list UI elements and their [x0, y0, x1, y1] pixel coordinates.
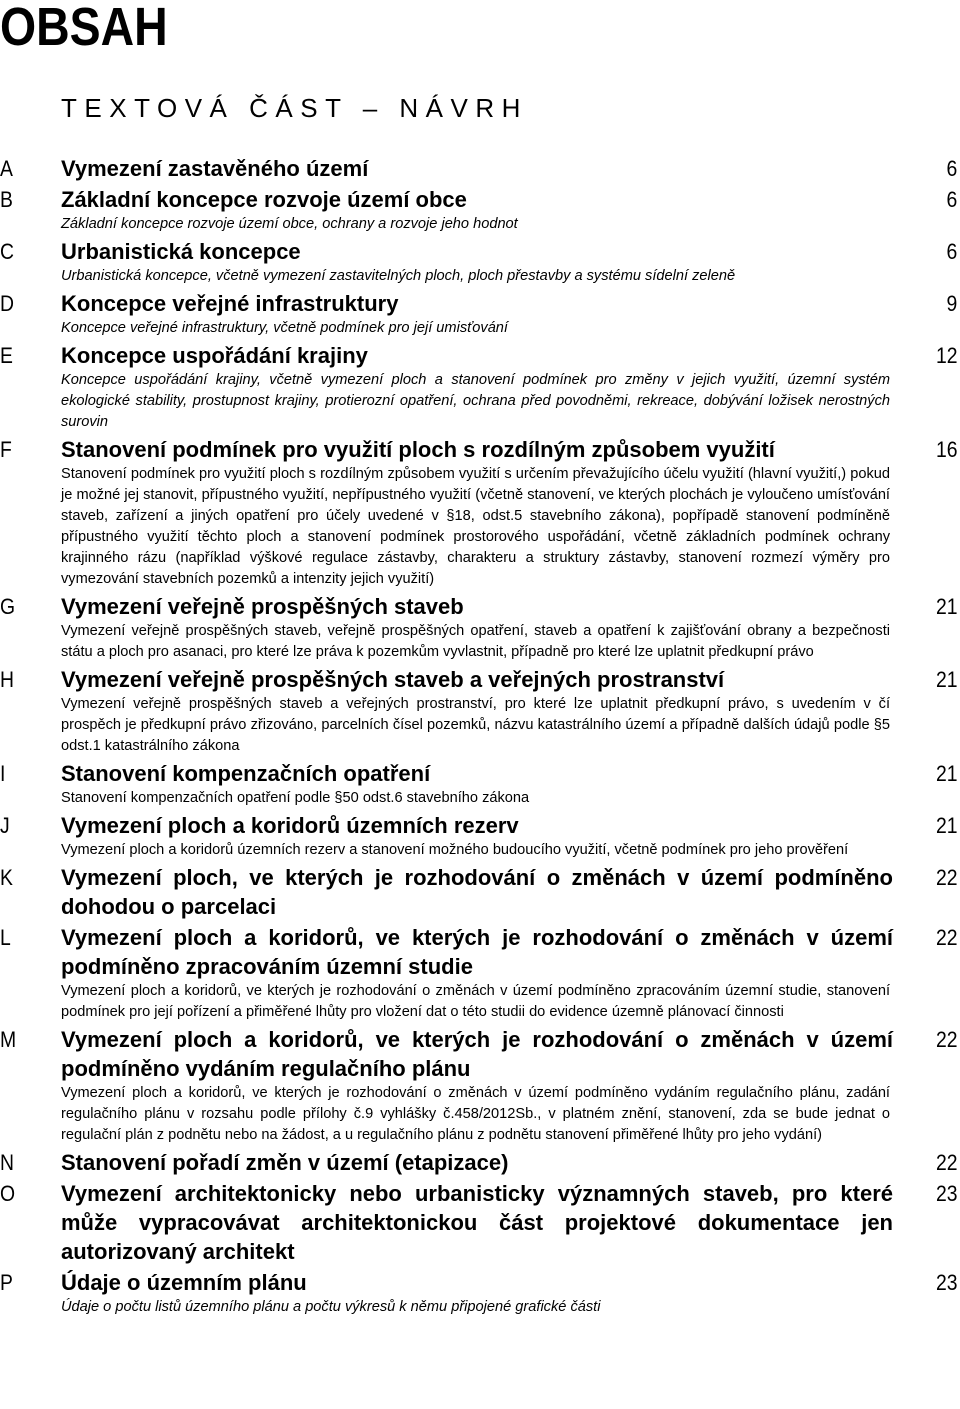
toc-letter: A	[0, 156, 13, 181]
toc-letter: M	[0, 1027, 17, 1052]
toc-description: Koncepce uspořádání krajiny, včetně vymezení ploch a stanovení podmínek pro změny v jejich využití, územní systém ekologické stability, prostupnost krajiny, protierozní opatření, ochrana před povodněmi, rekreace, dobývání ložisek nerostných surovin	[61, 372, 890, 430]
table-of-contents	[0, 154, 960, 1320]
toc-entry-o[interactable]	[0, 1179, 960, 1266]
toc-heading: Vymezení zastavěného území	[61, 156, 369, 181]
toc-letter: H	[0, 667, 14, 692]
toc-entry-f[interactable]	[0, 435, 960, 590]
toc-entry-d[interactable]	[0, 289, 960, 339]
toc-page-number: 22	[935, 925, 957, 950]
toc-entry-b[interactable]	[0, 185, 960, 235]
toc-description: Vymezení veřejně prospěšných staveb, veřejně prospěšných opatření, staveb a opatření k zajišťování obrany a bezpečnosti státu a ploch pro asanaci, pro které lze práva k pozemkům vyvlastnit, případně pro které lze uplatnit předkupní právo	[61, 623, 890, 660]
toc-page-number: 21	[935, 813, 957, 838]
toc-description: Vymezení ploch a koridorů, ve kterých je rozhodování o změnách v území podmíněno vydáním regulačního plánu, zadání regulačního plánu v rozsahu podle přílohy č.9 vyhlášky č.458/2012Sb., v platném znění, stanovení, zda se bude jednat o regulační plán z podnětu nebo na žádost, a u regulačního plánu z podnětu stanovení přiměřené lhůty pro jeho vydání)	[61, 1085, 890, 1143]
toc-page-number: 6	[946, 156, 957, 181]
toc-description: Vymezení veřejně prospěšných staveb a veřejných prostranství, pro které lze uplatnit předkupní právo, s uvedením v čí prospěch je předkupní právo zřizováno, parcelních čísel pozemků, názvu katastrálního území a případně dalších údajů podle §5 odst.1 katastrálního zákona	[61, 696, 890, 754]
toc-letter: J	[0, 813, 10, 838]
toc-entry-m[interactable]	[0, 1025, 960, 1146]
toc-heading: Stanovení kompenzačních opatření	[61, 761, 431, 786]
toc-description: Vymezení ploch a koridorů, ve kterých je rozhodování o změnách v území podmíněno zpracováním územní studie, stanovení podmínek pro její pořízení a přiměřené lhůty pro vložení dat o této studii do evidence územně plánovací činnosti	[61, 983, 890, 1020]
toc-entry-e[interactable]	[0, 341, 960, 433]
page-title: OBSAH	[0, 0, 168, 57]
toc-page-number: 23	[935, 1270, 957, 1295]
toc-page-number: 21	[935, 594, 957, 619]
toc-letter: P	[0, 1270, 13, 1295]
toc-heading: Urbanistická koncepce	[61, 239, 301, 264]
toc-page-number: 23	[935, 1181, 957, 1206]
toc-letter: K	[0, 865, 13, 890]
toc-letter: I	[0, 761, 6, 786]
toc-heading: Vymezení ploch a koridorů, ve kterých je rozhodování o změnách v území podmíněno vydáním regulačního plánu	[61, 1027, 893, 1081]
toc-description: Základní koncepce rozvoje území obce, ochrany a rozvoje jeho hodnot	[61, 216, 518, 232]
toc-description: Vymezení ploch a koridorů územních rezerv a stanovení možného budoucího využití, včetně podmínek pro jeho prověření	[61, 842, 849, 858]
toc-heading: Stanovení pořadí změn v území (etapizace)	[61, 1150, 509, 1175]
toc-letter: C	[0, 239, 14, 264]
toc-description: Stanovení podmínek pro využití ploch s rozdílným způsobem využití s určením převažujícího účelu využití (hlavní využití,) pokud je možné jej stanovit, přípustného využití, nepřípustného využití (včetně stanovení, ve kterých plochách je vyloučeno umísťování staveb, zařízení a jiných opatření pro účely uvedené v §18, odst.5 stavebního zákona), popřípadě stanovení podmíněně přípustného využití těchto ploch a stanovení podmínek prostorového uspořádání, včetně základních podmínek ochrany krajinného rázu (například výškové regulace zástavby, charakteru a struktury zástavby, stanovení rozmezí výměry pro vymezování stavebních pozemků a intenzity jejich využití)	[61, 466, 890, 587]
toc-heading: Vymezení veřejně prospěšných staveb a veřejných prostranství	[61, 667, 725, 692]
toc-heading: Koncepce veřejné infrastruktury	[61, 291, 399, 316]
toc-page-number: 16	[935, 437, 957, 462]
toc-entry-k[interactable]	[0, 863, 960, 921]
toc-entry-i[interactable]	[0, 759, 960, 809]
toc-letter: F	[0, 437, 12, 462]
toc-letter: D	[0, 291, 14, 316]
toc-letter: N	[0, 1150, 14, 1175]
toc-heading: Vymezení ploch, ve kterých je rozhodování o změnách v území podmíněno dohodou o parcelaci	[61, 865, 893, 919]
toc-heading: Vymezení ploch a koridorů územních rezerv	[61, 813, 519, 838]
toc-page-number: 22	[935, 865, 957, 890]
toc-entry-l[interactable]	[0, 923, 960, 1023]
toc-description: Urbanistická koncepce, včetně vymezení zastavitelných ploch, ploch přestavby a systému sídelní zeleně	[61, 268, 736, 284]
toc-entry-h[interactable]	[0, 665, 960, 757]
toc-entry-p[interactable]	[0, 1268, 960, 1318]
section-subtitle: TEXTOVÁ ČÁST – NÁVRH	[61, 93, 528, 123]
toc-heading: Vymezení architektonicky nebo urbanisticky významných staveb, pro které může vypracovávat architektonickou část projektové dokumentace jen autorizovaný architekt	[61, 1181, 893, 1264]
toc-description: Koncepce veřejné infrastruktury, včetně podmínek pro její umisťování	[61, 320, 508, 336]
toc-heading: Údaje o územním plánu	[61, 1270, 307, 1295]
toc-page-number: 6	[946, 187, 957, 212]
toc-page-number: 22	[935, 1150, 957, 1175]
toc-page-number: 12	[935, 343, 957, 368]
toc-letter: O	[0, 1181, 16, 1206]
toc-description: Stanovení kompenzačních opatření podle §50 odst.6 stavebního zákona	[61, 790, 530, 806]
toc-heading: Základní koncepce rozvoje území obce	[61, 187, 467, 212]
toc-entry-a[interactable]	[0, 154, 960, 183]
toc-heading: Stanovení podmínek pro využití ploch s rozdílným způsobem využití	[61, 437, 775, 462]
toc-entry-g[interactable]	[0, 592, 960, 663]
toc-page-number: 6	[946, 239, 957, 264]
toc-heading: Koncepce uspořádání krajiny	[61, 343, 368, 368]
toc-entry-c[interactable]	[0, 237, 960, 287]
toc-letter: G	[0, 594, 16, 619]
toc-letter: E	[0, 343, 13, 368]
toc-entry-n[interactable]	[0, 1148, 960, 1177]
toc-page-number: 21	[935, 761, 957, 786]
toc-heading: Vymezení ploch a koridorů, ve kterých je rozhodování o změnách v území podmíněno zpracováním územní studie	[61, 925, 893, 979]
toc-entry-j[interactable]	[0, 811, 960, 861]
toc-page-number: 9	[946, 291, 957, 316]
toc-description: Údaje o počtu listů územního plánu a počtu výkresů k němu připojené grafické části	[61, 1299, 601, 1315]
toc-page-number: 22	[935, 1027, 957, 1052]
toc-heading: Vymezení veřejně prospěšných staveb	[61, 594, 464, 619]
toc-letter: L	[0, 925, 11, 950]
toc-letter: B	[0, 187, 13, 212]
toc-page-number: 21	[935, 667, 957, 692]
